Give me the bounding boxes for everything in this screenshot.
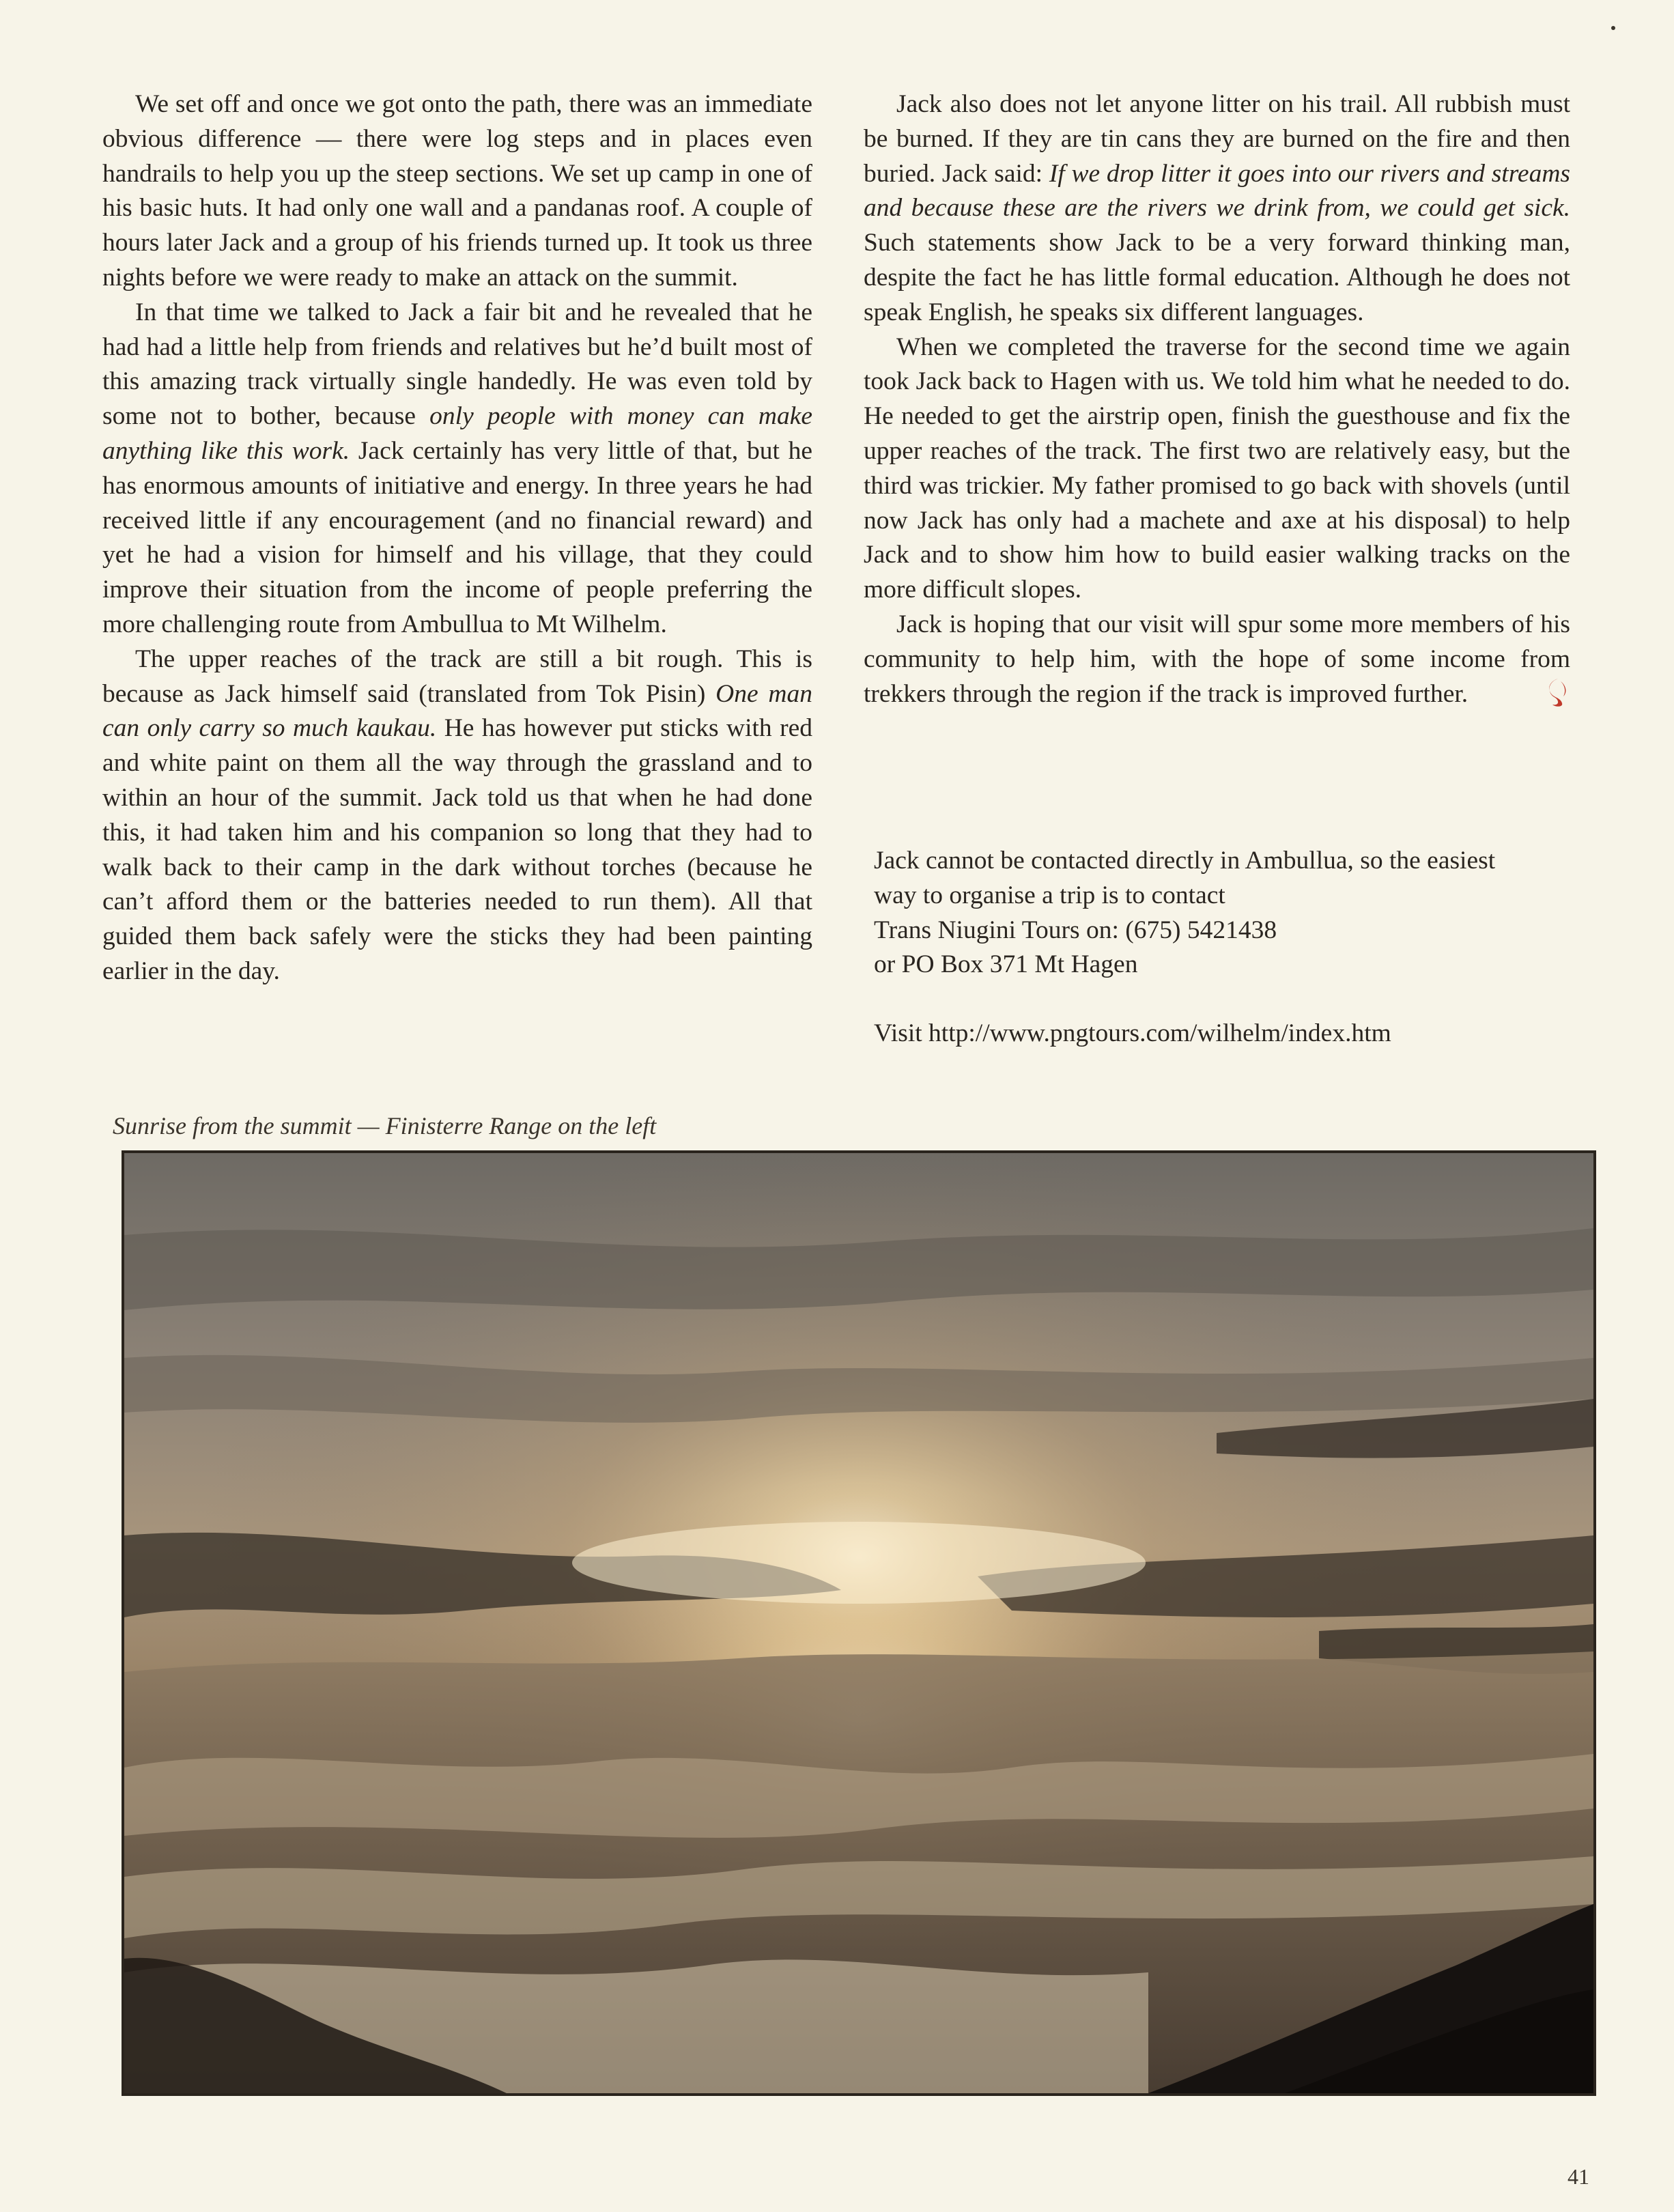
corner-dot <box>1611 26 1615 30</box>
paragraph: We set off and once we got onto the path, there was an immediate obvious difference — there were log steps and in places even handrails to help you up the steep sections. We set up camp in one of his basic huts. It had only one wall and a pandanas roof. A couple of hours later Jack and a group of his friends turned up. It took us three nights before we were ready to make an attack on the summit. <box>102 90 812 292</box>
page-number: 41 <box>1567 2164 1589 2189</box>
contact-info <box>874 844 1584 1051</box>
contact-line: way to organise a trip is to contact <box>874 881 1225 909</box>
paragraph: Jack also does not let anyone litter on his trail. All rubbish must be burned. If they are tin cans they are burned on the fire and then buried. Jack said: If we drop litter it goes into our rivers and streams and because these are the rivers we drink from, we could get sick. Such statements show Jack to be a very forward thinking man, despite the fact he has little formal education. Although he does not speak English, he speaks six different languages. <box>864 90 1570 326</box>
right-column <box>864 87 1570 711</box>
sunrise-photo <box>122 1150 1596 2096</box>
paragraph: When we completed the traverse for the second time we again took Jack back to Hagen with us. We told him what he needed to do. He needed to get the airstrip open, finish the guesthouse and fix the upper reaches of the track. The first two are relatively easy, but the third was trickier. My father promised to go back with shovels (until now Jack has only had a machete and axe at his disposal) to help Jack and to show him how to build easier walking tracks on the more difficult slopes. <box>864 332 1570 604</box>
paragraph: Jack is hoping that our visit will spur some more members of his community to help him, with the hope of some income from trekkers through the region if the track is improved further. <box>864 610 1570 708</box>
contact-line: Trans Niugini Tours on: (675) 5421438 <box>874 916 1277 944</box>
photo-caption: Sunrise from the summit — Finisterre Range on the left <box>113 1112 657 1139</box>
left-column <box>102 87 812 989</box>
paragraph: The upper reaches of the track are still a bit rough. This is because as Jack himself said (translated from Tok Pisin) One man can only carry so much kaukau. He has however put sticks with red and white paint on them all the way through the grassland and to within an hour of the summit. Jack told us that when he had done this, it had taken him and his companion so long that they had to walk back to their camp in the dark without torches (because he can’t afford them or the batteries needed to run them). All that guided them back safely were the sticks they had been painting earlier in the day. <box>102 644 813 985</box>
paragraph: In that time we talked to Jack a fair bit and he revealed that he had had a little help from friends and relatives but he’d built most of this amazing track virtually single handedly. He was even told by some not to bother, because only people with money can make anything like this work. Jack certainly has very little of that, but he has enormous amounts of initiative and energy. In three years he had received little if any encouragement (and no financial reward) and yet he had a vision for himself and his village, that they could improve their situation from the income of people preferring the more challenging route from Ambullua to Mt Wilhelm. <box>102 298 812 638</box>
website-link[interactable]: Visit http://www.pngtours.com/wilhelm/index.htm <box>874 1019 1391 1048</box>
contact-line: Jack cannot be contacted directly in Ambullua, so the easiest <box>874 847 1496 875</box>
end-of-article-icon <box>1543 677 1570 707</box>
contact-line: or PO Box 371 Mt Hagen <box>874 950 1138 979</box>
